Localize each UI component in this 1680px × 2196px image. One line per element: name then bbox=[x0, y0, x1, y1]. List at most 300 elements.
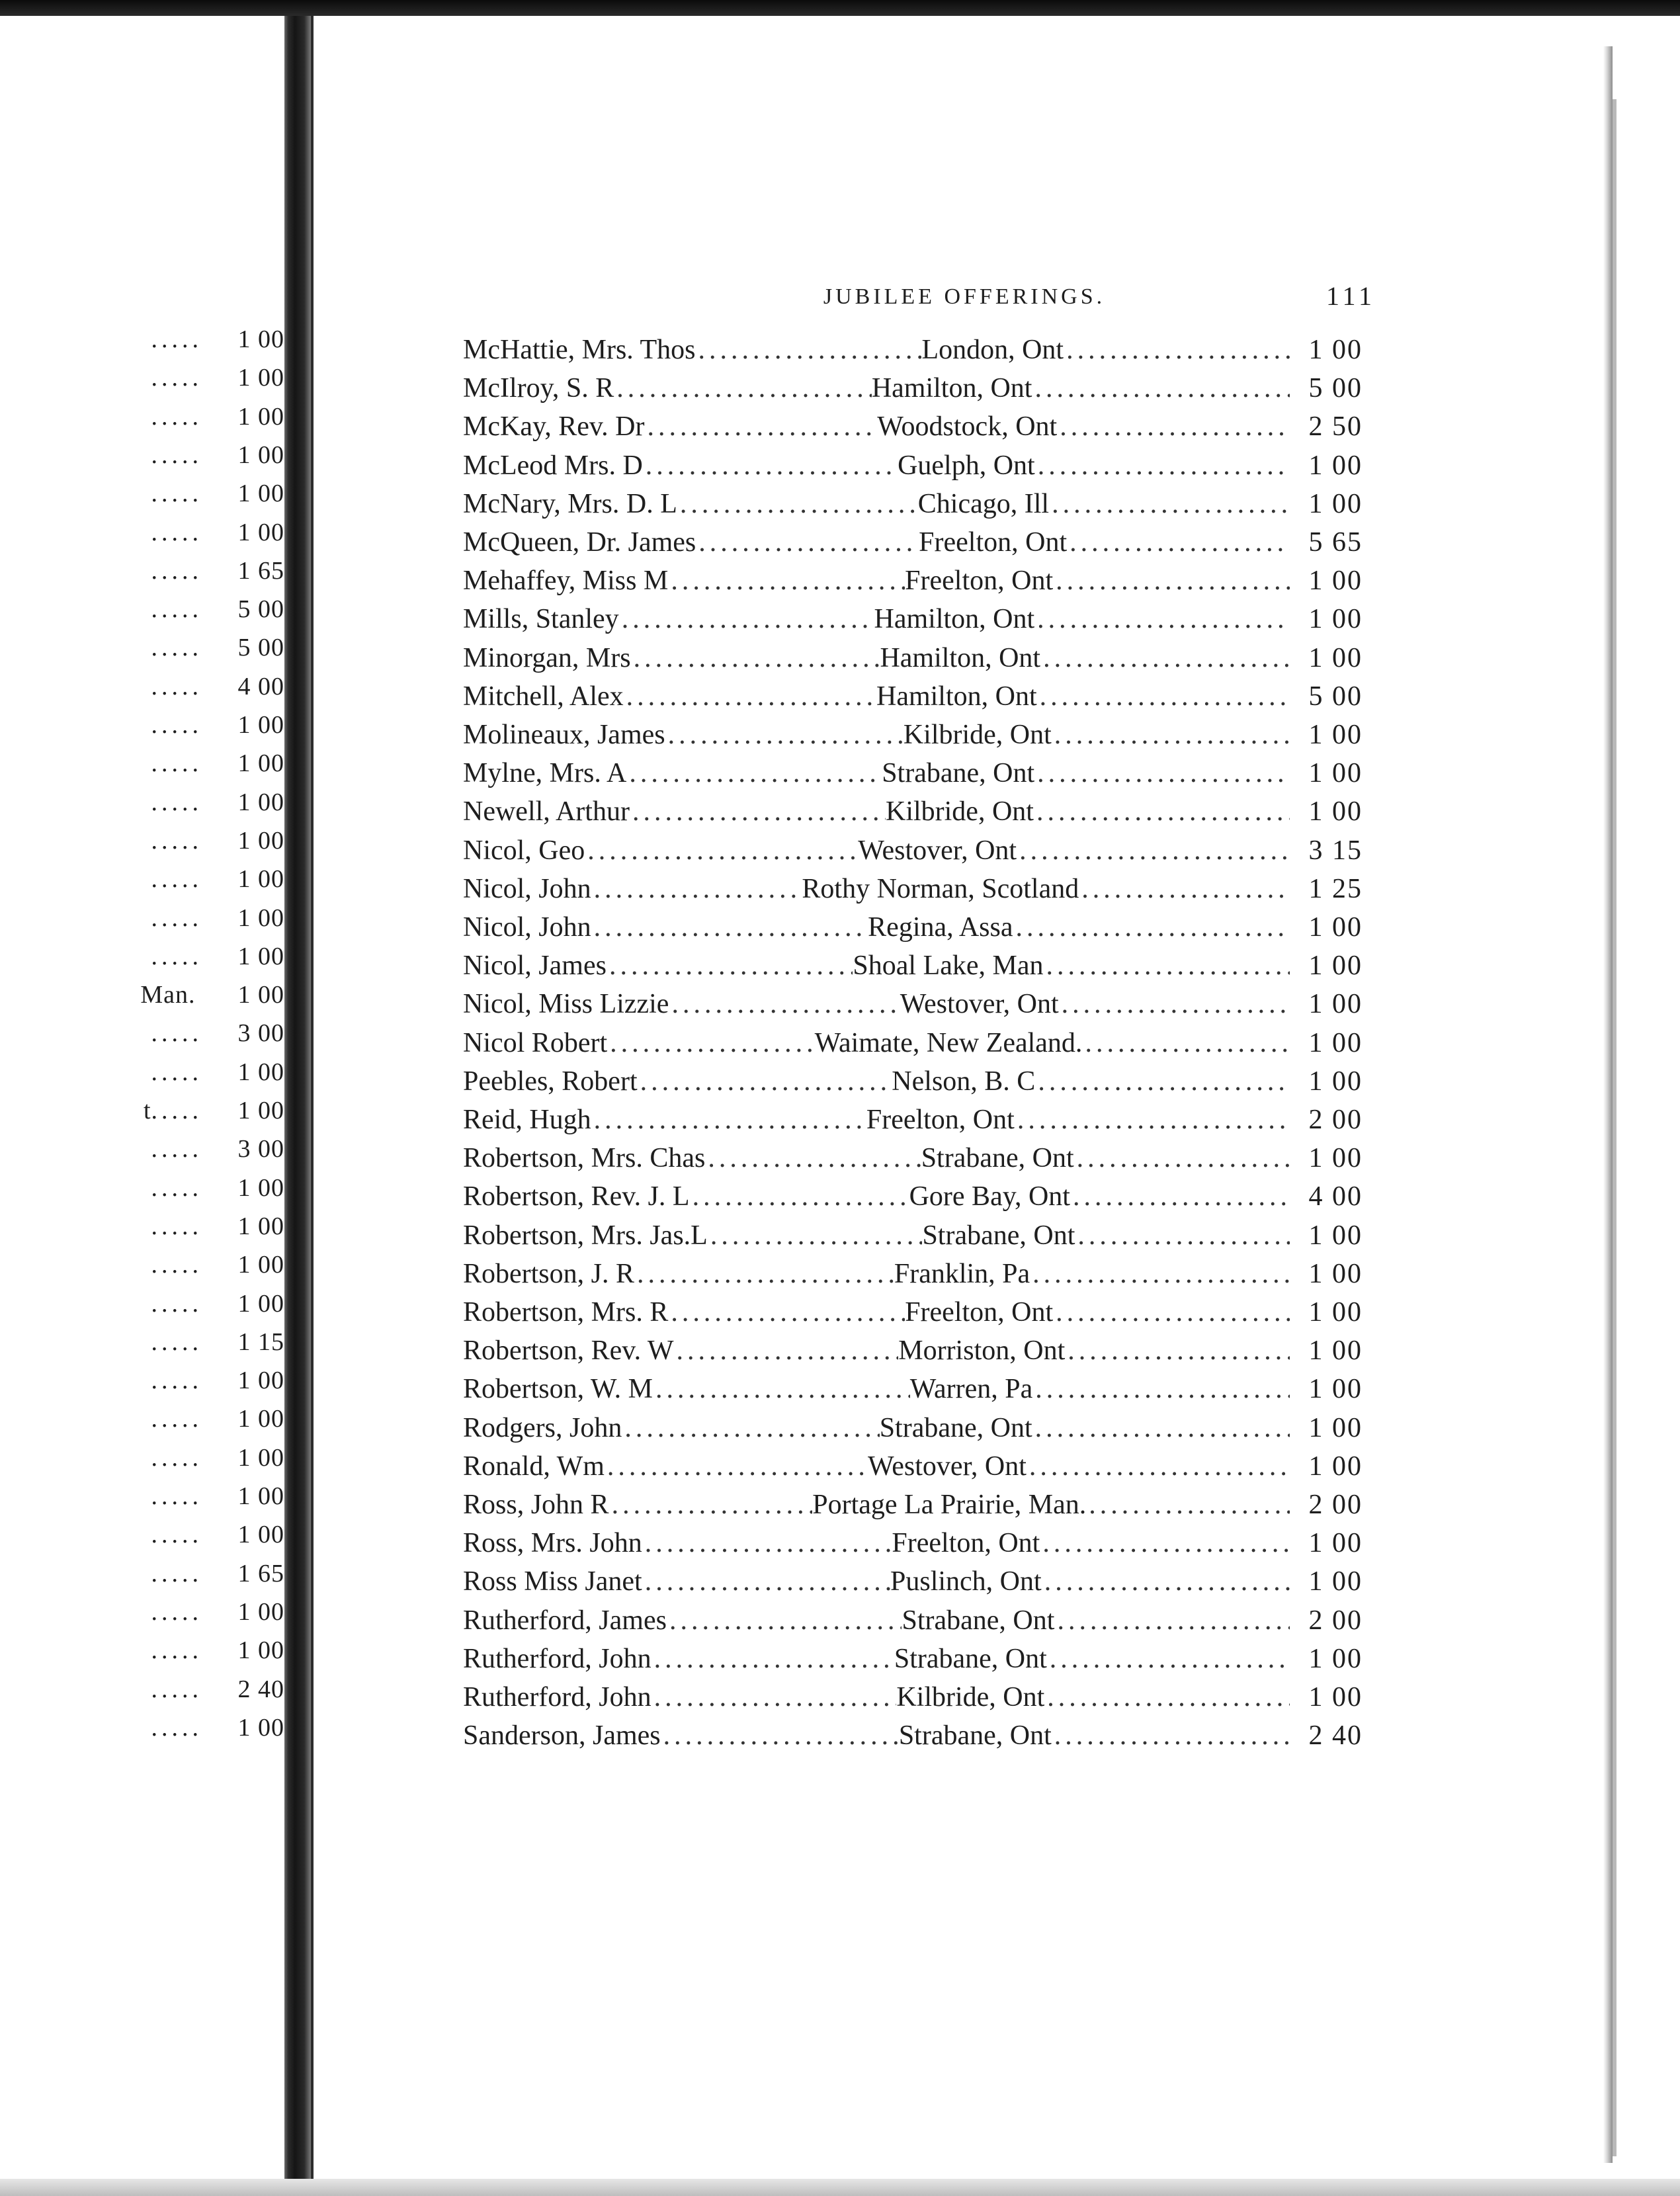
left-page-amount bbox=[33, 320, 284, 359]
donor-place: Franklin, Pa bbox=[894, 1258, 1030, 1289]
offering-amount: 1 00 bbox=[1308, 1566, 1363, 1597]
offering-entry bbox=[463, 1716, 1363, 1755]
offering-entry bbox=[463, 908, 1363, 947]
offering-amount: 1 00 bbox=[1308, 1258, 1363, 1289]
leader-dots bbox=[1053, 1293, 1290, 1331]
cropped-text-fragment: t bbox=[143, 1097, 151, 1124]
running-head: JUBILEE OFFERINGS. bbox=[823, 284, 1106, 309]
leader-dots bbox=[1032, 1409, 1290, 1447]
book-gutter bbox=[284, 16, 311, 2185]
amount-value: 5 00 bbox=[237, 634, 284, 662]
leader-dots bbox=[1047, 1640, 1290, 1678]
offering-amount: 2 50 bbox=[1308, 411, 1363, 443]
leader-dots: ..... bbox=[151, 1636, 202, 1665]
left-page-amount bbox=[33, 436, 284, 474]
offering-amount: 2 00 bbox=[1308, 1490, 1363, 1520]
leader-dots: ..... bbox=[151, 1443, 202, 1472]
leader-dots bbox=[1086, 1486, 1290, 1524]
left-page-amount bbox=[33, 1323, 284, 1361]
left-page-amount bbox=[33, 1439, 284, 1477]
amount-value: 1 00 bbox=[237, 1521, 284, 1549]
offering-entry bbox=[463, 1177, 1363, 1216]
donor-name: McKay, Rev. Dr bbox=[463, 411, 645, 443]
leader-dots bbox=[1070, 1177, 1290, 1216]
amount-value: 1 00 bbox=[237, 865, 284, 894]
donor-place: London, Ont bbox=[921, 335, 1064, 365]
donor-name: Ross Miss Janet bbox=[463, 1566, 642, 1597]
left-page-amount bbox=[33, 1593, 284, 1631]
offering-amount: 1 00 bbox=[1308, 989, 1363, 1020]
leader-dots bbox=[1044, 947, 1290, 985]
donor-name: Mitchell, Alex bbox=[463, 681, 624, 712]
leader-dots: ..... bbox=[151, 942, 202, 970]
leader-dots bbox=[669, 985, 900, 1023]
left-page-amount bbox=[33, 706, 284, 744]
left-page-amount bbox=[33, 1053, 284, 1091]
offering-amount: 2 00 bbox=[1308, 1105, 1363, 1135]
donor-name: Robertson, Rev. W bbox=[463, 1335, 674, 1367]
leader-dots bbox=[644, 407, 877, 446]
amount-value: 3 00 bbox=[237, 1019, 284, 1048]
leader-dots: ..... bbox=[151, 364, 202, 392]
offering-entry bbox=[463, 1447, 1363, 1486]
offering-amount: 1 00 bbox=[1308, 912, 1363, 943]
leader-dots bbox=[667, 1601, 902, 1640]
donor-place: Puslinch, Ont bbox=[890, 1566, 1042, 1597]
offering-amount: 5 65 bbox=[1308, 527, 1363, 558]
donor-place: Morriston, Ont bbox=[898, 1335, 1066, 1367]
offering-amount: 5 00 bbox=[1308, 373, 1363, 404]
leader-dots bbox=[1034, 600, 1290, 638]
amount-value: 1 00 bbox=[237, 325, 284, 353]
donor-place: Warren, Pa bbox=[909, 1374, 1033, 1405]
leader-dots bbox=[708, 1216, 923, 1255]
offering-amount: 1 00 bbox=[1308, 1682, 1363, 1712]
leader-dots bbox=[1065, 1331, 1290, 1370]
leader-dots: ..... bbox=[151, 1367, 202, 1395]
donor-place: Regina, Assa bbox=[868, 912, 1013, 943]
amount-value: 1 00 bbox=[237, 1405, 284, 1433]
donor-name: Robertson, W. M bbox=[463, 1374, 653, 1405]
left-page-amount bbox=[33, 1554, 284, 1593]
leader-dots bbox=[591, 908, 868, 947]
leader-dots: ..... bbox=[151, 788, 202, 816]
leader-dots bbox=[626, 754, 882, 792]
donor-name: Ronald, Wm bbox=[463, 1451, 605, 1482]
offering-entry bbox=[463, 947, 1363, 985]
leader-dots bbox=[665, 716, 903, 754]
leader-dots bbox=[1034, 792, 1290, 831]
donor-name: Rutherford, John bbox=[463, 1682, 651, 1712]
amount-value: 1 00 bbox=[237, 1097, 284, 1124]
amount-value: 1 00 bbox=[237, 1251, 284, 1279]
offering-amount: 3 15 bbox=[1308, 835, 1363, 866]
leader-dots bbox=[1079, 870, 1290, 908]
leader-dots bbox=[1064, 331, 1290, 369]
donor-place: Hamilton, Ont bbox=[876, 681, 1037, 712]
donor-name: Molineaux, James bbox=[463, 720, 665, 750]
offering-amount: 1 00 bbox=[1308, 1027, 1363, 1058]
amount-value: 1 00 bbox=[237, 942, 284, 970]
offering-amount: 1 00 bbox=[1308, 1528, 1363, 1559]
leader-dots bbox=[609, 1486, 813, 1524]
amount-value: 1 00 bbox=[237, 981, 284, 1009]
amount-value: 1 00 bbox=[237, 402, 284, 431]
amount-value: 1 00 bbox=[237, 1289, 284, 1318]
leader-dots bbox=[607, 1024, 815, 1062]
amount-value: 1 00 bbox=[237, 1058, 284, 1086]
offering-amount: 1 00 bbox=[1308, 1066, 1363, 1097]
leader-dots bbox=[605, 1447, 868, 1486]
offering-entry bbox=[463, 485, 1363, 523]
offering-entry bbox=[463, 677, 1363, 716]
amount-value: 1 00 bbox=[237, 711, 284, 739]
offering-amount: 1 00 bbox=[1308, 1297, 1363, 1328]
donor-name: Ross, Mrs. John bbox=[463, 1528, 642, 1559]
leader-dots bbox=[624, 677, 876, 716]
offering-entry bbox=[463, 1601, 1363, 1640]
amount-value: 1 15 bbox=[237, 1328, 284, 1356]
leader-dots bbox=[696, 331, 922, 369]
leader-dots bbox=[591, 870, 802, 908]
donor-place: Chicago, Ill bbox=[917, 488, 1050, 519]
leader-dots bbox=[1032, 1370, 1290, 1408]
cropped-text-fragment: Man. bbox=[140, 981, 202, 1009]
donor-name: Robertson, Rev. J. L bbox=[463, 1181, 690, 1212]
left-page-amount bbox=[33, 937, 284, 976]
donor-name: Nicol, James bbox=[463, 950, 607, 982]
amount-value: 1 00 bbox=[237, 1212, 284, 1240]
offering-entry bbox=[463, 1216, 1363, 1255]
offering-amount: 1 00 bbox=[1308, 1335, 1363, 1367]
leader-dots bbox=[1013, 908, 1290, 947]
amount-value: 1 00 bbox=[237, 1367, 284, 1395]
donor-name: Peebles, Robert bbox=[463, 1066, 638, 1097]
leader-dots bbox=[1042, 1562, 1290, 1601]
offering-entry bbox=[463, 1101, 1363, 1139]
leader-dots bbox=[607, 947, 853, 985]
donor-place: Hamilton, Ont bbox=[880, 642, 1041, 673]
offering-entry bbox=[463, 716, 1363, 754]
offering-entry bbox=[463, 639, 1363, 677]
donor-place: Freelton, Ont bbox=[892, 1528, 1040, 1559]
leader-dots: ..... bbox=[151, 1251, 202, 1279]
offering-amount: 1 00 bbox=[1308, 488, 1363, 519]
donor-place: Westover, Ont bbox=[858, 835, 1017, 866]
amount-value: 1 00 bbox=[237, 788, 284, 816]
leader-dots: ..... bbox=[151, 1405, 202, 1433]
donor-name: Robertson, Mrs. Chas bbox=[463, 1143, 706, 1174]
leader-dots bbox=[1035, 446, 1290, 485]
left-page-amount bbox=[33, 860, 284, 898]
left-page-amount bbox=[33, 744, 284, 782]
donor-place: Woodstock, Ont bbox=[877, 411, 1058, 443]
left-page-amount bbox=[33, 359, 284, 397]
leader-dots: ..... bbox=[151, 595, 202, 624]
donor-place: Westover, Ont bbox=[900, 989, 1059, 1020]
leader-dots bbox=[1054, 1601, 1290, 1640]
offering-amount: 2 40 bbox=[1308, 1720, 1363, 1752]
offering-entry bbox=[463, 600, 1363, 638]
page-edge-line bbox=[1613, 99, 1617, 2156]
leader-dots: ..... bbox=[151, 1521, 202, 1549]
leader-dots bbox=[661, 1716, 899, 1755]
donor-place: Hamilton, Ont bbox=[874, 604, 1035, 635]
offering-entry bbox=[463, 1409, 1363, 1447]
leader-dots bbox=[1034, 754, 1290, 792]
donor-place: Westover, Ont bbox=[868, 1451, 1027, 1482]
leader-dots bbox=[643, 446, 898, 485]
leader-dots bbox=[1074, 1139, 1290, 1177]
leader-dots bbox=[1040, 1524, 1290, 1562]
donor-place: Freelton, Ont bbox=[905, 1297, 1054, 1328]
leader-dots bbox=[642, 1562, 890, 1601]
left-page-amount bbox=[33, 1130, 284, 1168]
donor-name: Reid, Hugh bbox=[463, 1105, 591, 1135]
offering-amount: 4 00 bbox=[1308, 1181, 1363, 1212]
donor-place: Strabane, Ont bbox=[922, 1220, 1075, 1251]
leader-dots: ..... bbox=[151, 325, 202, 353]
left-page-amount bbox=[33, 1361, 284, 1400]
leader-dots bbox=[631, 639, 880, 677]
offering-entry bbox=[463, 562, 1363, 600]
donor-name: Nicol, Miss Lizzie bbox=[463, 989, 669, 1020]
offering-entry bbox=[463, 1640, 1363, 1678]
offering-amount: 1 25 bbox=[1308, 873, 1363, 904]
leader-dots bbox=[1059, 985, 1290, 1023]
leader-dots: ..... bbox=[151, 1212, 202, 1240]
leader-dots bbox=[1027, 1447, 1290, 1486]
donor-place: Gore Bay, Ont bbox=[909, 1181, 1070, 1212]
left-page-amount bbox=[33, 1014, 284, 1052]
donor-name: Mehaffey, Miss M bbox=[463, 566, 669, 597]
donor-place: Strabane, Ont bbox=[879, 1412, 1032, 1443]
left-page-amount bbox=[33, 1400, 284, 1438]
leader-dots bbox=[673, 1331, 898, 1370]
leader-dots: ..... bbox=[151, 1097, 202, 1124]
amount-value: 1 00 bbox=[237, 826, 284, 855]
scan-bottom-edge bbox=[0, 2179, 1680, 2196]
donor-place: Freelton, Ont bbox=[866, 1105, 1015, 1135]
offering-entry bbox=[463, 1024, 1363, 1062]
amount-value: 1 00 bbox=[237, 1173, 284, 1202]
offering-amount: 1 00 bbox=[1308, 335, 1363, 365]
leader-dots bbox=[634, 1255, 894, 1293]
donor-name: Robertson, J. R bbox=[463, 1258, 635, 1289]
donor-name: Rutherford, John bbox=[463, 1643, 651, 1674]
leader-dots: ..... bbox=[151, 402, 202, 431]
leader-dots bbox=[705, 1139, 921, 1177]
offering-entry bbox=[463, 1062, 1363, 1101]
donor-name: Newell, Arthur bbox=[463, 796, 630, 827]
donor-name: Robertson, Mrs. Jas.L bbox=[463, 1220, 708, 1251]
leader-dots: ..... bbox=[151, 634, 202, 662]
leader-dots: ..... bbox=[151, 865, 202, 894]
leader-dots bbox=[622, 1409, 879, 1447]
leader-dots bbox=[1040, 639, 1290, 677]
amount-value: 1 65 bbox=[237, 556, 284, 585]
donor-place: Hamilton, Ont bbox=[871, 373, 1032, 404]
offering-amount: 5 00 bbox=[1308, 681, 1363, 712]
offering-entry bbox=[463, 407, 1363, 446]
offering-entry bbox=[463, 369, 1363, 407]
leader-dots: ..... bbox=[151, 441, 202, 469]
leader-dots bbox=[1052, 1716, 1290, 1755]
donor-place: Guelph, Ont bbox=[898, 450, 1035, 481]
amount-value: 1 00 bbox=[237, 441, 284, 469]
left-page-amount bbox=[33, 1246, 284, 1284]
amount-value: 2 40 bbox=[237, 1675, 284, 1703]
amount-value: 1 00 bbox=[237, 480, 284, 508]
donor-place: Strabane, Ont bbox=[898, 1720, 1052, 1752]
amount-value: 1 00 bbox=[237, 1597, 284, 1626]
donor-place: Kilbride, Ont bbox=[903, 720, 1052, 750]
offering-entry bbox=[463, 523, 1363, 562]
offering-amount: 2 00 bbox=[1308, 1605, 1363, 1636]
amount-value: 1 00 bbox=[237, 904, 284, 932]
donor-name: McQueen, Dr. James bbox=[463, 527, 696, 558]
offering-entry bbox=[463, 792, 1363, 831]
amount-value: 1 65 bbox=[237, 1559, 284, 1587]
leader-dots bbox=[585, 831, 858, 870]
left-page-amount bbox=[33, 783, 284, 822]
offering-amount: 1 00 bbox=[1308, 1412, 1363, 1443]
donor-name: Rutherford, James bbox=[463, 1605, 667, 1636]
leader-dots: ..... bbox=[151, 711, 202, 739]
leader-dots: ..... bbox=[151, 1482, 202, 1510]
donor-name: Ross, John R bbox=[463, 1490, 609, 1520]
leader-dots bbox=[1067, 523, 1290, 562]
amount-value: 1 00 bbox=[237, 1713, 284, 1742]
left-page-amount bbox=[33, 590, 284, 628]
offering-amount: 1 00 bbox=[1308, 758, 1363, 789]
page-edge-shadow bbox=[1603, 46, 1613, 2163]
leader-dots bbox=[653, 1370, 910, 1408]
donor-name: Nicol, John bbox=[463, 873, 591, 904]
offering-amount: 1 00 bbox=[1308, 450, 1363, 481]
offering-amount: 1 00 bbox=[1308, 1451, 1363, 1482]
donor-name: Mylne, Mrs. A bbox=[463, 758, 627, 789]
offering-entry bbox=[463, 1524, 1363, 1562]
leader-dots: ..... bbox=[151, 826, 202, 855]
amount-value: 1 00 bbox=[237, 1443, 284, 1472]
leader-dots bbox=[1037, 677, 1290, 716]
leader-dots: ..... bbox=[151, 480, 202, 508]
leader-dots bbox=[1035, 1062, 1290, 1101]
amount-value: 1 00 bbox=[237, 749, 284, 778]
leader-dots: ..... bbox=[151, 1058, 202, 1086]
leader-dots bbox=[619, 600, 874, 638]
offering-amount: 1 00 bbox=[1308, 642, 1363, 673]
offering-entry bbox=[463, 985, 1363, 1023]
offering-amount: 1 00 bbox=[1308, 720, 1363, 750]
leader-dots: ..... bbox=[151, 518, 202, 546]
donor-name: McNary, Mrs. D. L bbox=[463, 488, 677, 519]
donor-place: Freelton, Ont bbox=[919, 527, 1068, 558]
left-page bbox=[0, 16, 284, 2159]
scan-top-edge bbox=[0, 0, 1680, 16]
donor-place: Portage La Prairie, Man. bbox=[812, 1490, 1087, 1520]
leader-dots: ..... bbox=[151, 1173, 202, 1202]
offering-entry bbox=[463, 1678, 1363, 1716]
leader-dots: ..... bbox=[151, 1328, 202, 1356]
left-page-amount bbox=[33, 1515, 284, 1554]
leader-dots: ..... bbox=[151, 904, 202, 932]
left-page-amount bbox=[33, 1477, 284, 1515]
leader-dots bbox=[651, 1640, 894, 1678]
left-page-amount bbox=[33, 976, 284, 1014]
leader-dots bbox=[1032, 369, 1290, 407]
left-page-amount bbox=[33, 1207, 284, 1246]
leader-dots: ..... bbox=[151, 1135, 202, 1163]
leader-dots bbox=[1049, 485, 1290, 523]
leader-dots bbox=[1075, 1216, 1290, 1255]
donor-place: Strabane, Ont bbox=[921, 1143, 1074, 1174]
amount-value: 5 00 bbox=[237, 595, 284, 624]
amount-value: 1 00 bbox=[237, 364, 284, 392]
leader-dots: ..... bbox=[151, 1713, 202, 1742]
offering-entry bbox=[463, 1562, 1363, 1601]
left-page-amount bbox=[33, 667, 284, 706]
offering-entry bbox=[463, 1139, 1363, 1177]
donor-name: McLeod Mrs. D bbox=[463, 450, 643, 481]
offering-amount: 1 00 bbox=[1308, 796, 1363, 827]
offering-entry bbox=[463, 1486, 1363, 1524]
leader-dots: ..... bbox=[151, 1559, 202, 1587]
left-page-amount bbox=[33, 474, 284, 513]
amount-value: 1 00 bbox=[237, 1482, 284, 1510]
donor-name: Nicol, John bbox=[463, 912, 591, 943]
amount-value: 4 00 bbox=[237, 672, 284, 700]
donor-place: Kilbride, Ont bbox=[885, 796, 1034, 827]
leader-dots bbox=[642, 1524, 892, 1562]
donor-name: Rodgers, John bbox=[463, 1412, 622, 1443]
donor-place: Freelton, Ont bbox=[905, 566, 1054, 597]
leader-dots bbox=[1082, 1024, 1290, 1062]
donor-place: Strabane, Ont bbox=[894, 1643, 1047, 1674]
leader-dots bbox=[696, 523, 919, 562]
left-page-amount bbox=[33, 1169, 284, 1207]
donor-place: Rothy Norman, Scotland bbox=[802, 873, 1079, 904]
offering-entry bbox=[463, 831, 1363, 870]
left-page-amount bbox=[33, 398, 284, 436]
donor-name: McHattie, Mrs. Thos bbox=[463, 335, 696, 365]
leader-dots bbox=[614, 369, 872, 407]
leader-dots: ..... bbox=[151, 1675, 202, 1703]
leader-dots bbox=[677, 485, 918, 523]
leader-dots bbox=[668, 1293, 905, 1331]
donor-name: Nicol Robert bbox=[463, 1027, 608, 1058]
donor-name: Mills, Stanley bbox=[463, 604, 619, 635]
offering-entry bbox=[463, 1370, 1363, 1408]
donor-place: Strabane, Ont bbox=[882, 758, 1035, 789]
left-page-amount bbox=[33, 552, 284, 590]
offering-amount: 1 00 bbox=[1308, 1643, 1363, 1674]
offering-amount: 1 00 bbox=[1308, 604, 1363, 635]
offering-entry bbox=[463, 1255, 1363, 1293]
leader-dots bbox=[690, 1177, 909, 1216]
leader-dots: ..... bbox=[151, 1597, 202, 1626]
leader-dots bbox=[1017, 831, 1290, 870]
leader-dots bbox=[668, 562, 905, 600]
page-number: 111 bbox=[1325, 281, 1376, 311]
offering-entry bbox=[463, 754, 1363, 792]
offering-amount: 1 00 bbox=[1308, 566, 1363, 597]
leader-dots: ..... bbox=[151, 556, 202, 585]
left-page-amount bbox=[33, 628, 284, 667]
offering-amount: 1 00 bbox=[1308, 1143, 1363, 1174]
leader-dots bbox=[630, 792, 886, 831]
